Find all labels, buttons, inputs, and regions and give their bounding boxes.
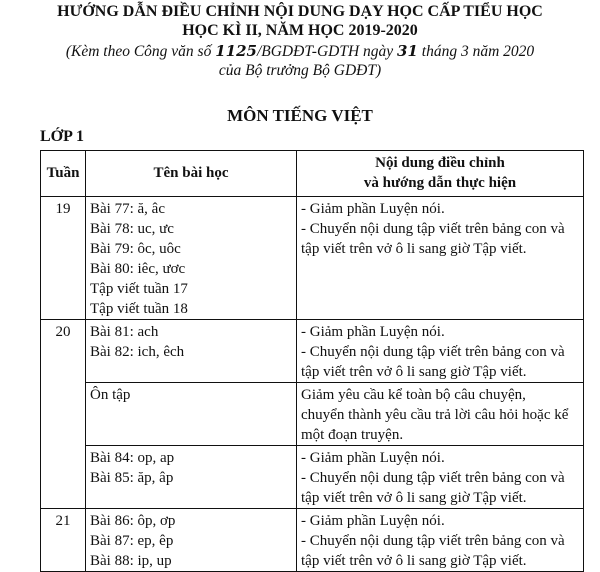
lesson-cell xyxy=(86,383,297,445)
lesson-cell xyxy=(86,197,297,319)
lesson-name: Bài 78: uc, ưc xyxy=(90,221,174,237)
lesson-group xyxy=(86,509,584,571)
lesson-cell xyxy=(86,446,297,508)
lesson-group xyxy=(86,445,584,508)
week-number: 21 xyxy=(40,509,86,571)
lesson-name: Bài 86: ôp, ơp xyxy=(90,513,176,529)
adjustment-note: một đoạn truyện. xyxy=(301,427,404,443)
adjustment-note: tập viết trên vở ô li sang giờ Tập viết. xyxy=(301,241,527,257)
table-header-row xyxy=(40,150,584,196)
adjustment-note: chuyển thành yêu cầu trả lời câu hỏi hoặc kể xyxy=(301,407,569,423)
lesson-name: Tập viết tuần 17 xyxy=(90,281,188,297)
adjustment-cell xyxy=(297,509,584,571)
header-lesson: Tên bài học xyxy=(86,151,297,196)
lesson-group xyxy=(86,382,584,445)
table-row xyxy=(40,196,584,319)
adjustment-note: - Giảm phần Luyện nói. xyxy=(301,450,445,466)
subject-heading: MÔN TIẾNG VIỆT xyxy=(227,106,373,125)
ref-before-number: (Kèm theo Công văn số xyxy=(65,43,216,60)
lesson-name: Bài 81: ach xyxy=(90,324,159,340)
lesson-name: Tập viết tuần 18 xyxy=(90,301,188,317)
week-lesson-groups xyxy=(86,320,584,508)
adjustment-note: - Chuyển nội dung tập viết trên bảng con và xyxy=(301,221,565,237)
lesson-name: Bài 87: ep, êp xyxy=(90,533,174,549)
adjustment-note: tập viết trên vở ô li sang giờ Tập viết. xyxy=(301,553,527,569)
adjustment-note: - Chuyển nội dung tập viết trên bảng con và xyxy=(301,533,565,549)
grade-heading: LỚP 1 xyxy=(40,128,85,145)
table-body xyxy=(40,196,584,572)
adjustment-cell xyxy=(297,320,584,382)
header-week: Tuần xyxy=(40,151,86,196)
adjustment-note: tập viết trên vở ô li sang giờ Tập viết. xyxy=(301,490,527,506)
header-content-line2: và hướng dẫn thực hiện xyxy=(363,175,517,191)
lesson-cell xyxy=(86,320,297,382)
lesson-name: Bài 88: ip, up xyxy=(90,553,172,569)
adjustment-note: tập viết trên vở ô li sang giờ Tập viết. xyxy=(301,364,527,380)
adjustment-note: - Giảm phần Luyện nói. xyxy=(301,324,445,340)
adjustment-cell xyxy=(297,383,584,445)
week-number: 20 xyxy=(40,320,86,508)
handwritten-number: 1125 xyxy=(215,42,257,60)
lesson-group xyxy=(86,320,584,382)
lesson-group xyxy=(86,197,584,319)
handwritten-day: 31 xyxy=(397,42,418,60)
lesson-name: Ôn tập xyxy=(90,387,131,403)
table-row xyxy=(40,508,584,572)
lesson-name: Bài 84: op, ap xyxy=(90,450,175,466)
lesson-name: Bài 80: iêc, ươc xyxy=(90,261,186,277)
adjustment-note: - Giảm phần Luyện nói. xyxy=(301,513,445,529)
adjustment-note: Giảm yêu cầu kể toàn bộ câu chuyện, xyxy=(301,387,526,403)
week-lesson-groups xyxy=(86,197,584,319)
document-title-line1: HƯỚNG DẪN ĐIỀU CHỈNH NỘI DUNG DẠY HỌC CẤP TIỂU HỌC xyxy=(57,3,543,20)
lesson-name: Bài 79: ôc, uôc xyxy=(90,241,181,257)
reference-line1 xyxy=(0,42,600,61)
reference-line2: của Bộ trưởng Bộ GDĐT) xyxy=(218,62,382,79)
adjustment-note: - Chuyển nội dung tập viết trên bảng con và xyxy=(301,344,565,360)
header-content-line1: Nội dung điều chỉnh xyxy=(375,155,505,171)
adjustment-table xyxy=(40,150,584,572)
lesson-name: Bài 77: ă, âc xyxy=(90,201,165,217)
ref-after: tháng 3 năm 2020 xyxy=(417,43,535,60)
adjustment-cell xyxy=(297,446,584,508)
document-title-line2: HỌC KÌ II, NĂM HỌC 2019-2020 xyxy=(182,22,418,39)
adjustment-note: - Chuyển nội dung tập viết trên bảng con và xyxy=(301,470,565,486)
adjustment-cell xyxy=(297,197,584,319)
adjustment-note: - Giảm phần Luyện nói. xyxy=(301,201,445,217)
lesson-name: Bài 85: ăp, âp xyxy=(90,470,174,486)
week-number: 19 xyxy=(40,197,86,319)
header-content xyxy=(297,151,584,196)
week-lesson-groups xyxy=(86,509,584,571)
table-row xyxy=(40,319,584,508)
ref-middle: /BGDĐT-GDTH ngày xyxy=(256,43,398,60)
lesson-cell xyxy=(86,509,297,571)
lesson-name: Bài 82: ich, êch xyxy=(90,344,185,360)
